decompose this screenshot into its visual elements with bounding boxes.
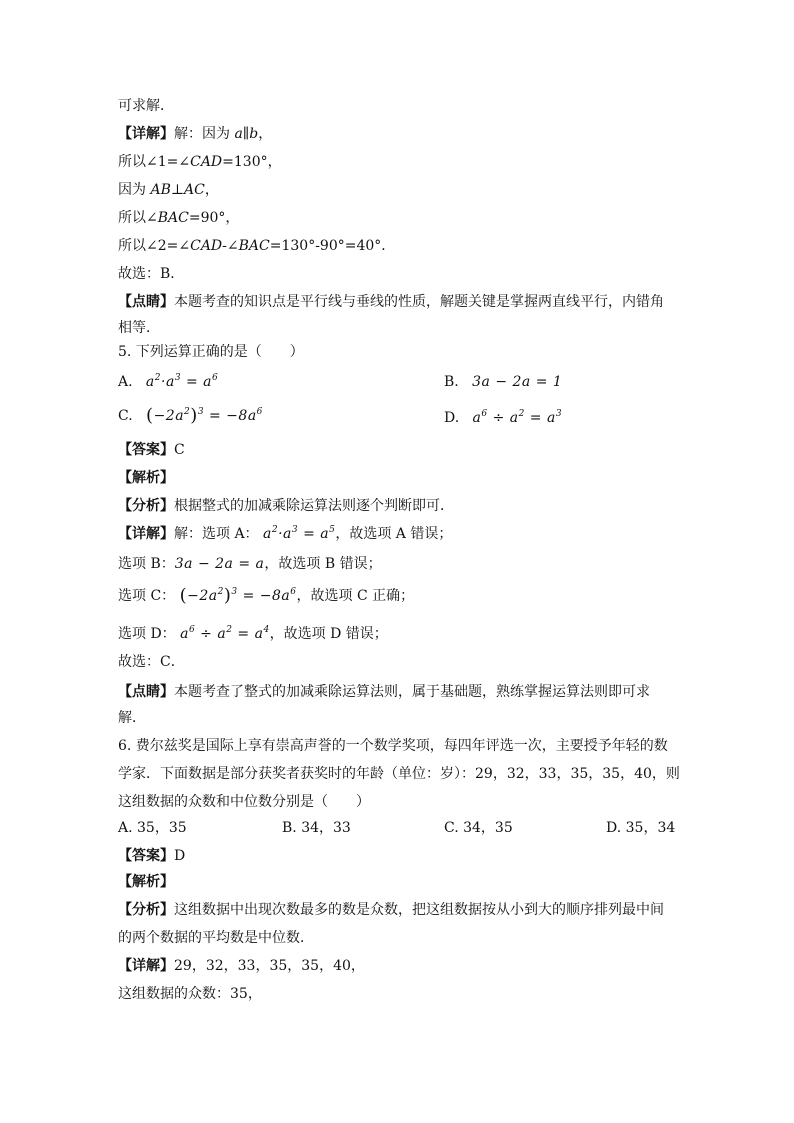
q6-option-c: C. 34，35 [444, 820, 513, 836]
q5-answer: 【答案】C [118, 442, 185, 458]
q5-detail-c: 选项 C： $(-2a^2)^3 = -8a^6$，故选项 C 正确； [118, 585, 415, 606]
text-line: 因为 AB⊥AC， [118, 182, 219, 198]
text-line: 所以∠BAC=90°， [118, 210, 240, 226]
q5-option-a: A. $a^2\cdot a^3 = a^6$ [118, 373, 219, 390]
q5-detail-d: 选项 D： $a^6 \div a^2 = a^4$，故选项 D 错误； [118, 625, 388, 642]
question-6-stem: 这组数据的众数和中位数分别是（ ） [118, 794, 370, 810]
q5-option-d: D. $a^6 \div a^2 = a^3$ [444, 409, 563, 426]
q6-option-a: A. 35，35 [118, 820, 187, 836]
q6-detail: 【详解】29，32，33，35，35，40， [118, 958, 365, 974]
remark-tag: 【点睛】 [118, 294, 174, 310]
q6-answer: 【答案】D [118, 848, 186, 864]
q5-remark: 【点睛】本题考查了整式的加减乘除运算法则，属于基础题，熟练掌握运算法则即可求 [118, 684, 650, 700]
q6-option-d: D. 35，34 [606, 820, 676, 836]
answer-choice-line: 故选：B． [118, 266, 185, 282]
q5-option-c: C. $(-2a^2)^3 = -8a^6$ [118, 405, 263, 426]
remark-line: 【点睛】本题考查的知识点是平行线与垂线的性质，解题关键是掌握两直线平行，内错角 [118, 294, 664, 310]
text-line: 可求解． [118, 98, 174, 114]
q6-option-b: B. 34，33 [282, 820, 351, 836]
question-5-stem: 5. 下列运算正确的是（ ） [118, 344, 304, 360]
text-line: 相等． [118, 320, 160, 336]
detail-tag: 【详解】 [118, 126, 174, 142]
q5-analysis: 【分析】根据整式的加减乘除运算法则逐个判断即可． [118, 498, 454, 514]
q5-detail-b: 选项 B：3a − 2a = a，故选项 B 错误； [118, 556, 382, 572]
q5-choose: 故选：C． [118, 654, 185, 670]
q5-analysis-heading: 【解析】 [118, 470, 174, 486]
q6-analysis-cont: 的两个数据的平均数是中位数． [118, 930, 314, 946]
q5-option-b: B. 3a − 2a = 1 [444, 374, 563, 390]
detail-line: 【详解】解：因为 a∥b， [118, 126, 273, 142]
q6-analysis-heading: 【解析】 [118, 874, 174, 890]
q6-analysis: 【分析】这组数据中出现次数最多的数是众数，把这组数据按从小到大的顺序排列最中间 [118, 902, 664, 918]
text-line: 所以∠1=∠CAD=130°， [118, 154, 282, 170]
q5-detail: 【详解】解：选项 A： $a^2\cdot a^3 = a^5$，故选项 A 错误； [118, 525, 453, 542]
question-6-stem: 6. 费尔兹奖是国际上享有崇高声誉的一个数学奖项，每四年评选一次，主要授予年轻的数 [118, 738, 668, 754]
q6-mode: 这组数据的众数：35， [118, 986, 262, 1002]
text-line: 所以∠2=∠CAD-∠BAC=130°-90°=40°． [118, 238, 396, 254]
question-6-stem: 学家．下面数据是部分获奖者获奖时的年龄（单位：岁）：29，32，33，35，35，40，则 [118, 766, 680, 782]
q5-remark-cont: 解． [118, 710, 146, 726]
